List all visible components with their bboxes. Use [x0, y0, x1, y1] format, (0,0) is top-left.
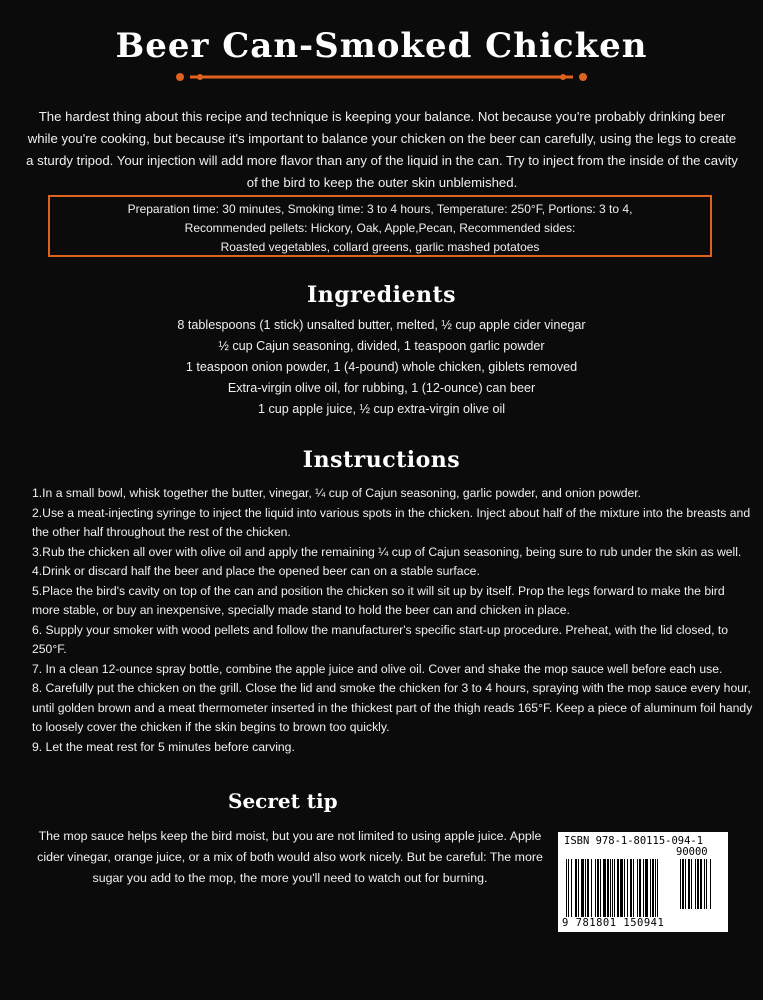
- instruction-step: 9. Let the meat rest for 5 minutes before carving.: [32, 739, 295, 754]
- barcode-bars: [566, 859, 670, 917]
- instruction-step: 7. In a clean 12-ounce spray bottle, combine the apple juice and olive oil. Cover and shake the mop sauce well before each use.: [32, 661, 723, 676]
- isbn-label: ISBN 978-1-80115-094-1: [564, 835, 704, 847]
- instruction-step: 3.Rub the chicken all over with olive oil and apply the remaining ¼ cup of Cajun seasoning, being sure to rub under the skin as well.: [32, 544, 742, 559]
- ingredients-heading: Ingredients: [306, 282, 457, 308]
- intro-paragraph: The hardest thing about this recipe and technique is keeping your balance. Not because you're probably drinking beer while you're cooking, but because it's important to balance your chicken on the beer can carefully, using the legs to create a sturdy tripod. Your injection will add more flavor than any of the liquid in the can. Try to inject from the inside of the cavity of the bird to keep the outer skin unblemished.: [26, 109, 738, 190]
- secret-tip-text: The mop sauce helps keep the bird moist, but you are not limited to using apple juice. Apple cider vinegar, orange juice, or a mix of both would also work nicely. But be careful: The more sugar you add to the mop, the more you'll need to watch out for burning.: [37, 829, 543, 885]
- ingredients-list: [40, 315, 723, 420]
- ingredient-line: 8 tablespoons (1 stick) unsalted butter, melted, ½ cup apple cider vinegar: [177, 318, 586, 332]
- instructions-list: [32, 484, 754, 757]
- secret-tip-heading: Secret tip: [228, 789, 338, 813]
- barcode-addon-bars: [680, 859, 722, 909]
- instruction-step: 5.Place the bird's cavity on top of the can and position the chicken so it will sit up by itself. Prop the legs forward to make the bird more stable, or buy an inexpensive, specially made stand to hold the beer can and chicken in place.: [32, 583, 725, 617]
- instruction-step: 1.In a small bowl, whisk together the butter, vinegar, ¼ cup of Cajun seasoning, garlic powder, and onion powder.: [32, 486, 642, 500]
- instruction-step: 4.Drink or discard half the beer and place the opened beer can on a stable surface.: [32, 564, 480, 578]
- isbn-barcode: [558, 832, 728, 932]
- info-line-times: Preparation time: 30 minutes, Smoking time: 3 to 4 hours, Temperature: 250°F, Portions: 3 to 4,: [127, 202, 633, 216]
- ingredient-line: Extra-virgin olive oil, for rubbing, 1 (12-ounce) can beer: [227, 381, 536, 395]
- recipe-info-box: [48, 195, 712, 257]
- title-ornament: [170, 70, 593, 84]
- barcode-number: 9 781801 150941: [562, 917, 665, 929]
- info-line-pellets: Recommended pellets: Hickory, Oak, Apple,Pecan, Recommended sides:: [184, 221, 576, 235]
- instruction-step: 2.Use a meat-injecting syringe to inject the liquid into various spots in the chicken. Inject about half of the mixture into the breasts and the other half throughout the rest of the chicken.: [32, 505, 751, 539]
- recipe-title: Beer Can-Smoked Chicken: [115, 26, 648, 66]
- instruction-step: 8. Carefully put the chicken on the grill. Close the lid and smoke the chicken for 3 to 4 hours, spraying with the mop sauce every hour, until golden brown and a meat thermometer inserted in the thickest part of the thigh reads 165°F. Keep a piece of aluminum foil handy to loosely cover the chicken if the skin begins to brown too quickly.: [32, 681, 753, 734]
- instructions-heading: Instructions: [302, 447, 461, 473]
- ingredient-line: ½ cup Cajun seasoning, divided, 1 teaspoon garlic powder: [218, 339, 545, 353]
- price-code: 90000: [676, 846, 708, 858]
- ingredient-line: 1 teaspoon onion powder, 1 (4-pound) whole chicken, giblets removed: [185, 360, 578, 374]
- ingredient-line: 1 cup apple juice, ½ cup extra-virgin olive oil: [257, 402, 506, 416]
- instruction-step: 6. Supply your smoker with wood pellets and follow the manufacturer's specific start-up procedure. Preheat, with the lid closed, to 250°F.: [32, 622, 729, 656]
- info-line-sides: Roasted vegetables, collard greens, garlic mashed potatoes: [220, 240, 540, 254]
